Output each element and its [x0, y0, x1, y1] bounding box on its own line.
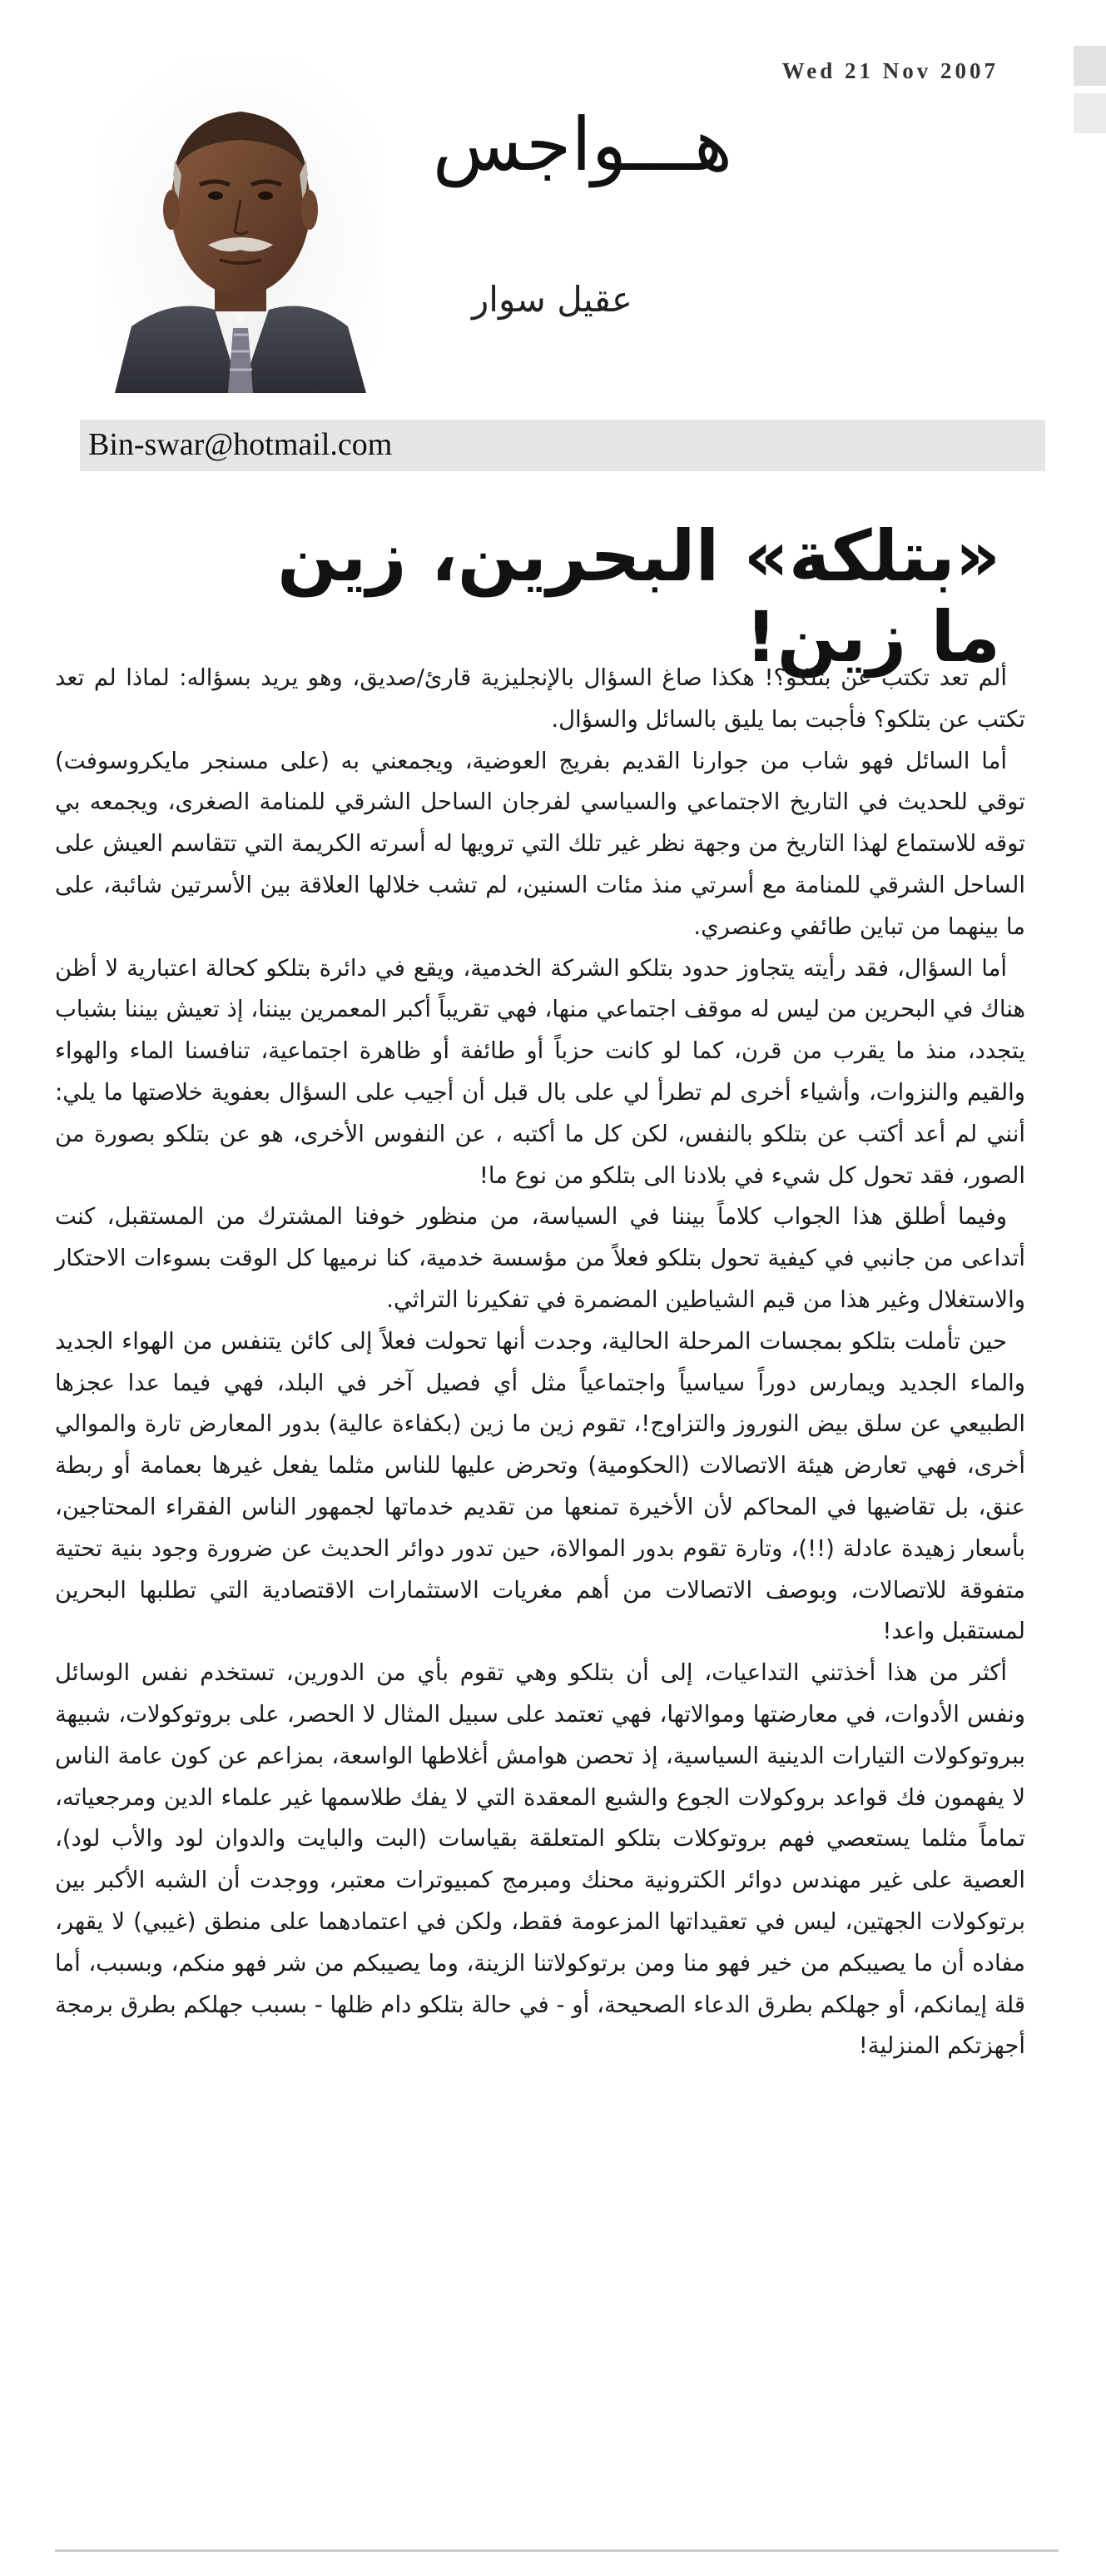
paragraph: أكثر من هذا أخذتني التداعيات، إلى أن بتلكو وهي تقوم بأي من الدورين، تستخدم نفس الوسائل ونفس الأدوات، في معارضتها وموالاتها، فهي تعتمد على سبيل المثال لا الحصر، على بروتوكولات، شبيهة ببروتوكولات التيارات الدينية السياسية، إذ تحصن هوامش أغلاطها الواسعة، بمزاعم عن كون عامة الناس لا يفهمون فك قواعد بروكولات الجوع والشبع المعقدة التي لا يفك طلاسمها غير علماء الدين ومرجعياته، تماماً مثلما يستعصي فهم بروتوكلات بتلكو المتعلقة بقياسات (البت والبايت والدوان لود والأب لود)، العصية على غير مهندس دوائر الكترونية محنك ومبرمج كمبيوترات معتبر، ووجدت أن الشبه الأكبر بين برتوكولات الجهتين، ليس في تعقيداتها المزعومة فقط، ولكن في اعتمادهما على منطق (غيبي) لا يقهر، مفاده أن ما يصيبكم من خير فهو منا ومن برتوكولاتنا الزينة، وما يصيبكم من شر فهو منكم، وبسبب، أما قلة إيمانكم، أو جهلكم بطرق الدعاء الصحيحة، أو - في حالة بتلكو دام ظلها - بسبب جهلكم بطرق برمجة أجهزتكم المنزلية! — [55, 1659, 1025, 2060]
paragraph: ألم تعد تكتب عن بتلكو؟! هكذا صاغ السؤال بالإنجليزية قارئ/صديق، وهو يريد بسؤاله: لماذا لم تعد تكتب عن بتلكو؟ فأجبت بما يليق بالسائل والسؤال. — [55, 664, 1025, 733]
author-portrait — [98, 60, 383, 393]
author-email-link[interactable]: Bin-swar@hotmail.com — [88, 427, 393, 462]
paragraph: وفيما أطلق هذا الجواب كلاماً بيننا في السياسة، من منظور خوفنا المشترك من المستقبل، كنت أتداعى من جانبي في كيفية تحول بتلكو فعلاً من مؤسسة خدمية، كنا نرميها كل الوقت بسوءات الاحتكار والاستغلال وغير هذا من قيم الشياطين المضمرة في تفكيرنا التراثي. — [55, 1203, 1025, 1313]
article-body — [55, 658, 1025, 2067]
author-name: عقيل سوار — [472, 279, 632, 320]
paragraph: أما السؤال، فقد رأيته يتجاوز حدود بتلكو الشركة الخدمية، ويقع في دائرة بتلكو كحالة اعتبارية لا أظن هناك في البحرين من ليس له موقف اجتماعي منها، فهي تقريباً أكبر المعمرين بيننا، إذ تعيش بيننا بشباب يتجدد، منذ ما يقرب من قرن، كما لو كانت حزباً أو طائفة أو ظاهرة اجتماعية، تنافسنا الماء والهواء والقيم والنزوات، وأشياء أخرى لم تطرأ لي على بال قبل أن أجيب على السؤال بعفوية خلاصتها ما يلي: أنني لم أعد أكتب عن بتلكو بالنفس، لكن كل ما أكتبه ، عن النفوس الأخرى، هو عن بتلكو بصورة من الصور، فقد تحول كل شيء في بلادنا الى بتلكو من نوع ما! — [55, 954, 1025, 1189]
bottom-divider — [55, 2549, 1059, 2552]
email-bar — [80, 420, 1045, 471]
side-tab-top — [1074, 46, 1106, 86]
paragraph: أما السائل فهو شاب من جوارنا القديم بفريج العوضية، ويجمعني به (على مسنجر مايكروسوفت) توقي للحديث في التاريخ الاجتماعي والسياسي لفرجان الساحل الشرقي للمنامة الصغرى، ويجمعه بي توقه للاستماع لهذا التاريخ من وجهة نظر غير تلك التي ترويها له أسرته الكريمة التي تتقاسم العيش على الساحل الشرقي للمنامة مع أسرتي منذ مئات السنين، لم تشب خلالها العلاقة بين الأسرتين شائبة، على ما بينهما من تباين طائفي وعنصري. — [55, 747, 1025, 940]
article-headline: «بتلكة» البحرين، زين ما زين! — [277, 515, 1000, 678]
column-title: هـــواجس — [432, 102, 732, 187]
side-tab-bottom — [1074, 93, 1106, 133]
paragraph: حين تأملت بتلكو بمجسات المرحلة الحالية، وجدت أنها تحولت فعلاً إلى كائن يتنفس من الهواء الجديد والماء الجديد ويمارس دوراً سياسياً واجتماعياً مثل أي فصيل آخر في البلد، فهي فيما عدا عجزها الطبيعي عن سلق بيض النوروز والتزاوج!، تقوم زين ما زين (بكفاءة عالية) بدور المعارض تارة والموالي أخرى، فهي تعارض هيئة الاتصالات (الحكومية) وتحرض عليها للناس مثلما يفعل غيرها بعمامة أو ربطة عنق، بل تقاضيها في المحاكم لأن الأخيرة تمنعها من تقديم خدماتها لجمهور الناس الفقراء المحتاجين، بأسعار زهيدة عادلة (!!)، وتارة تقوم بدور الموالاة، حين تدور دوائر الحديث عن ضرورة وجود بنية تحتية متفوقة للاتصالات، وبوصف الاتصالات من أهم مغريات الاستثمارات الاقتصادية التي تطلبها البحرين لمستقبل واعد! — [55, 1327, 1025, 1645]
date-line: Wed 21 Nov 2007 — [781, 58, 999, 83]
